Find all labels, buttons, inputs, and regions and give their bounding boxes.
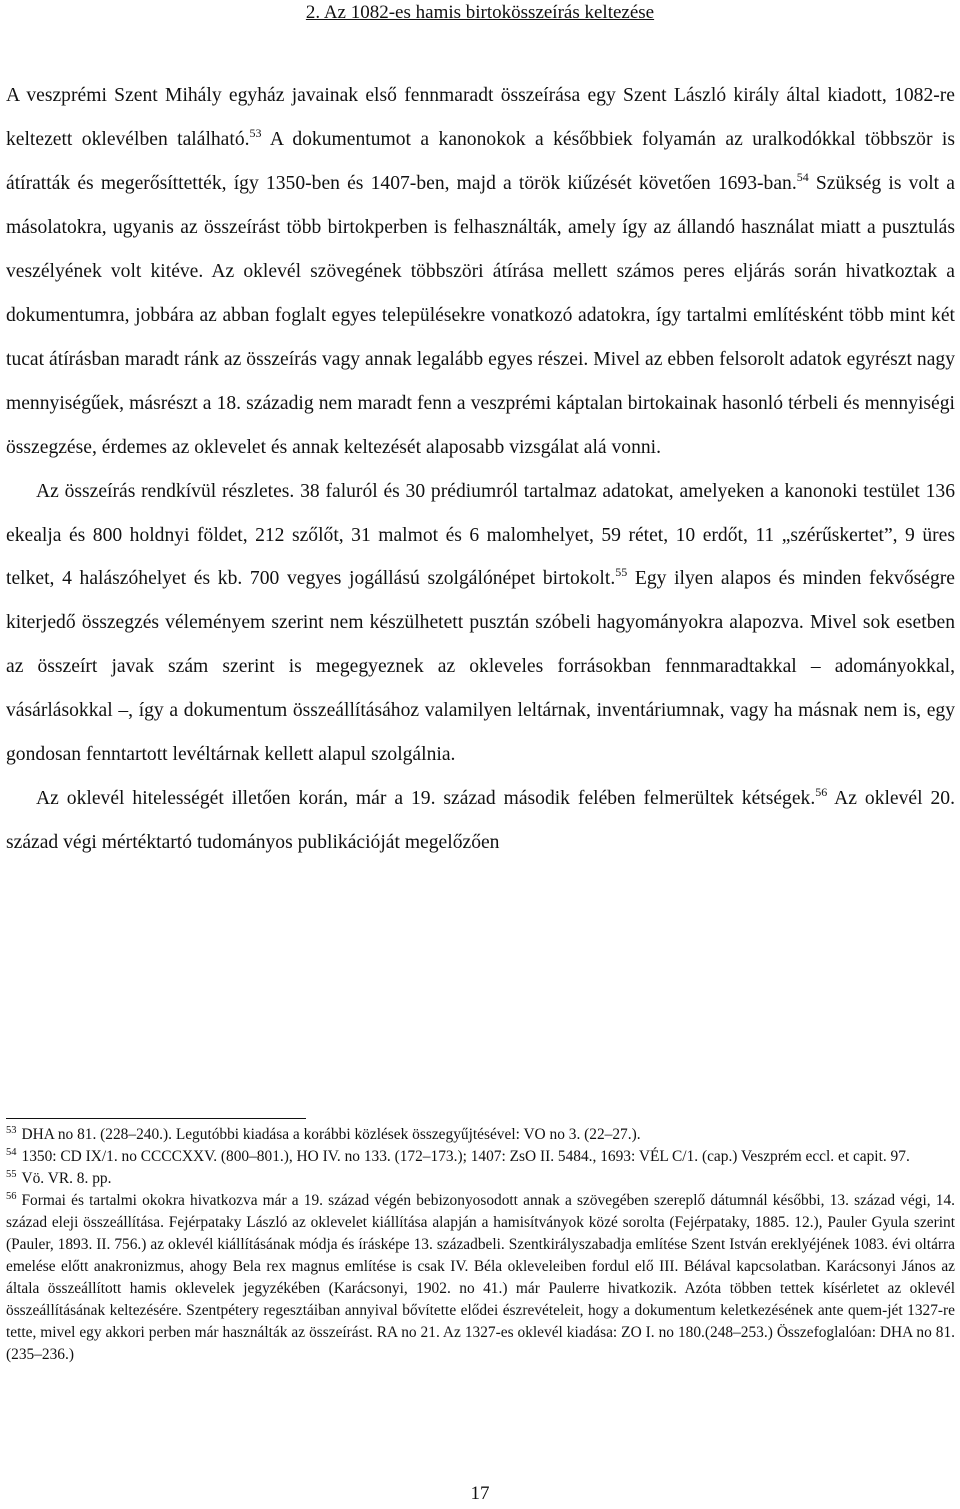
- page-number: 17: [470, 1483, 490, 1504]
- paragraph-2: [6, 470, 955, 778]
- footnote-text: Formai és tartalmi okokra hivatkozva már a 19. század végén bebizonyosodott annak a szövegében szereplő dátumnál későbbi, 13. század végi, 14. század eleji összeállítása. Fejérpataky László az oklevelet kiállítása alapján a hamisítványok közé sorolta (Fejérpataky, 1885. 12.), Pauler Gyula szerint (Pauler, 1893. II. 756.) az oklevél kiállításának módja és írásképe 13. századbeli. Szentkirályszabadja említése Szent István ereklyéjének 1083. évi oltárra emelése előtt anakronizmus, ahogy Bela rex magnus említése is csak IV. Béla okleveleiben fordul elő III. Bélával kapcsolatban. Karácsonyi János az általa összeállított hamis oklevelek jegyzékében (Karácsonyi, 1902. no 41.) már Paulerre hivatkozik. Azóta többen tettek kísérletet az oklevél összeállításának keltezésére. Szentpétery regesztáiban annyival bővítette elődei észrevételeit, hogy a dokumentum keletkezésének ante quem-jét 1327-re tette, mivel egy akkori perben már használták az összeírást. RA no 21. Az 1327-es oklevél kiadása: ZO I. no 180.(248–253.) Összefoglalóan: DHA no 81. (235–236.): [6, 1192, 955, 1364]
- paragraph-2-text-b: Egy ilyen alapos és minden fekvőségre kiterjedő összegzés véleményem szerint nem készülhetett pusztán szóbeli hagyományokra alapozva. Mivel sok esetben az összeírt javak szám szerint is megegyeznek az okleveles forrásokban fennmaradtakkal – adományokkal, vásárlásokkal –, így a dokumentum összeállításához valamilyen leltárnak, inventáriumnak, vagy ha másnak nem is, egy gondosan fenntartott levéltárnak kellett alapul szolgálnia.: [6, 568, 955, 766]
- body-text: [6, 74, 955, 865]
- footnote-number: 56: [6, 1191, 17, 1203]
- paragraph-1-text-b: A dokumentumot a kanonokok a későbbiek folyamán az uralkodókkal többször is átíratták és megerősíttették, így 1350-ben és 1407-ben, majd a török kiűzését követően 1693-ban.: [6, 128, 955, 194]
- footnote-54: [6, 1146, 955, 1168]
- footnote-text: DHA no 81. (228–240.). Legutóbbi kiadása a korábbi közlések összegyűjtésével: VO no 3. (22–27.).: [21, 1126, 641, 1143]
- footnotes: [6, 1124, 955, 1367]
- paragraph-1-text-a: A veszprémi Szent Mihály egyház javainak első fennmaradt összeírása egy Szent László király által kiadott, 1082-re keltezett oklevélben található.: [6, 85, 955, 150]
- paragraph-3: [6, 777, 955, 865]
- footnote-separator: [6, 1118, 306, 1119]
- section-heading: 2. Az 1082-es hamis birtokösszeírás keltezése: [305, 2, 655, 23]
- paragraph-1: [6, 74, 955, 470]
- footnote-ref-54[interactable]: 54: [796, 169, 809, 184]
- footnote-ref-55[interactable]: 55: [615, 565, 628, 580]
- footnote-55: [6, 1168, 955, 1190]
- footnote-text: Vö. VR. 8. pp.: [21, 1170, 112, 1188]
- paragraph-2-text-a: Az összeírás rendkívül részletes. 38 faluról és 30 prédiumról tartalmaz adatokat, amelyeken a kanonoki testület 136 ekealja és 800 holdnyi földet, 212 szőlőt, 31 malmot és 6 malomhelyet, 59 rétet, 10 erdőt, 11 „szérűskertet”, 9 üres telket, 4 halászóhelyet és kb. 700 vegyes jogállású szolgálónépet birtokolt.: [6, 480, 955, 590]
- footnote-ref-53[interactable]: 53: [249, 125, 262, 140]
- footnote-53: [6, 1124, 955, 1146]
- footnote-56: [6, 1190, 955, 1366]
- footnote-number: 55: [6, 1169, 17, 1181]
- footnote-text: 1350: CD IX/1. no CCCCXXV. (800–801.), HO IV. no 133. (172–173.); 1407: ZsO II. 5484., 1693: VÉL C/1. (cap.) Veszprém eccl. et capit. 97.: [21, 1148, 910, 1166]
- paragraph-3-text-a: Az oklevél hitelességét illetően korán, már a 19. század második felében felmerültek kétségek.: [36, 788, 816, 810]
- footnote-number: 53: [6, 1125, 17, 1136]
- footnote-ref-56[interactable]: 56: [815, 785, 828, 800]
- paragraph-1-text-c: Szükség is volt a másolatokra, ugyanis az összeírást több birtokperben is felhasználták, amely így az állandó használat miatt a pusztulás veszélyének volt kitéve. Az oklevél szövegének többszöri átírása mellett számos peres eljárás során hivatkoztak a dokumentumra, jobbára az abban foglalt egyes településekre vonatkozó adatokra, így tartalmi említésként több mint két tucat átírásban maradt ránk az összeírás vagy annak legalább egyes részei. Mivel az ebben felsorolt adatok egyrészt nagy mennyiségűek, másrészt a 18. századig nem maradt fenn a veszprémi káptalan birtokainak hasonló térbeli és mennyiségi összegzése, érdemes az oklevelet és annak keltezését alaposabb vizsgálat alá vonni.: [6, 172, 955, 458]
- paragraph-3-text-b: Az oklevél 20. század végi mértéktartó tudományos publikációját megelőzően: [6, 788, 956, 854]
- footnote-number: 54: [6, 1147, 17, 1159]
